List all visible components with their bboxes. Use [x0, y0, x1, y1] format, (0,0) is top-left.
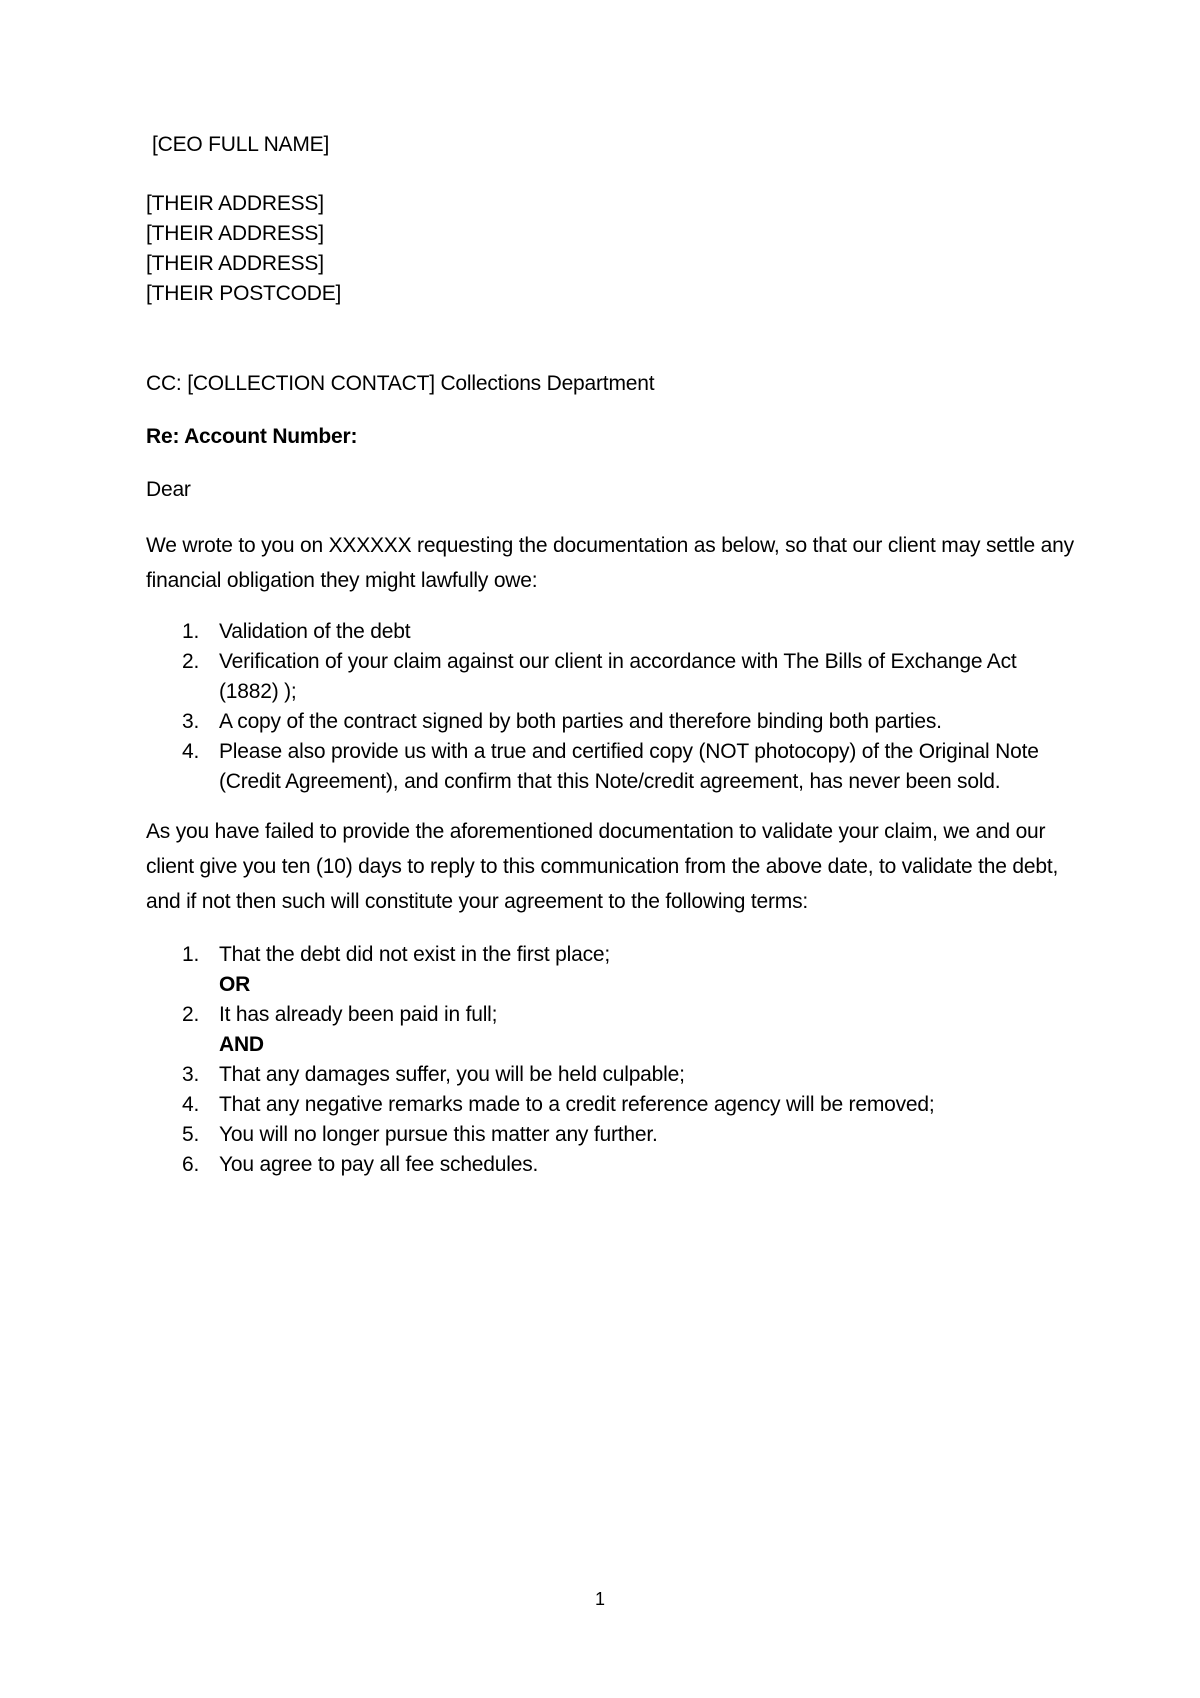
list-item	[146, 647, 1076, 707]
list-item	[146, 1060, 1076, 1090]
list-item	[146, 1150, 1076, 1180]
list-item	[146, 707, 1076, 737]
list-item-text: You agree to pay all fee schedules.	[219, 1153, 539, 1176]
cc-line: CC: [COLLECTION CONTACT] Collections Department	[146, 372, 655, 395]
address-line: [THEIR ADDRESS]	[146, 192, 324, 215]
list-item-text: That the debt did not exist in the first place;	[219, 943, 610, 966]
recipient-address	[146, 189, 1076, 309]
list-connector-or: OR	[219, 973, 251, 996]
list-item-number: 3.	[182, 710, 200, 733]
list-item-text: A copy of the contract signed by both parties and therefore binding both parties.	[219, 710, 942, 733]
list-item-number: 1.	[182, 943, 200, 966]
list-item-text: Please also provide us with a true and certified copy (NOT photocopy) of the Original Note (Credit Agreement), and confirm that this Note/credit agreement, has never been sold.	[219, 740, 1039, 793]
list-item	[146, 617, 1076, 647]
list-item-number: 5.	[182, 1123, 200, 1146]
list-item	[146, 940, 1076, 1000]
requested-documents-list	[146, 617, 1076, 797]
list-connector-and: AND	[219, 1033, 264, 1056]
list-item-text: That any damages suffer, you will be held culpable;	[219, 1063, 685, 1086]
letter-body	[146, 130, 1076, 1180]
list-item	[146, 1120, 1076, 1150]
page-number: 1	[594, 1589, 605, 1609]
list-item-number: 1.	[182, 620, 200, 643]
list-item-number: 2.	[182, 650, 200, 673]
address-line: [THEIR ADDRESS]	[146, 252, 324, 275]
terms-list	[146, 940, 1076, 1180]
list-item-number: 4.	[182, 740, 200, 763]
list-item-number: 2.	[182, 1003, 200, 1026]
list-item-text: That any negative remarks made to a credit reference agency will be removed;	[219, 1093, 935, 1116]
list-item-text: You will no longer pursue this matter any further.	[219, 1123, 658, 1146]
postcode-line: [THEIR POSTCODE]	[146, 282, 342, 305]
list-item	[146, 1000, 1076, 1060]
salutation: Dear	[146, 478, 191, 501]
list-item-text: Validation of the debt	[219, 620, 411, 643]
list-item-number: 4.	[182, 1093, 200, 1116]
address-line: [THEIR ADDRESS]	[146, 222, 324, 245]
list-item	[146, 737, 1076, 797]
opening-paragraph: We wrote to you on XXXXXX requesting the documentation as below, so that our client may settle any financial obligation they might lawfully owe:	[146, 534, 1074, 592]
list-item	[146, 1090, 1076, 1120]
list-item-number: 6.	[182, 1153, 200, 1176]
list-item-text: It has already been paid in full;	[219, 1003, 498, 1026]
subject-line: Re: Account Number:	[146, 425, 358, 448]
list-item-text: Verification of your claim against our client in accordance with The Bills of Exchange Act (1882) );	[219, 650, 1017, 703]
recipient-name: [CEO FULL NAME]	[152, 133, 330, 156]
list-item-number: 3.	[182, 1063, 200, 1086]
terms-paragraph: As you have failed to provide the aforementioned documentation to validate your claim, we and our client give you ten (10) days to reply to this communication from the above date, to validate the debt, and if not then such will constitute your agreement to the following terms:	[146, 820, 1059, 913]
